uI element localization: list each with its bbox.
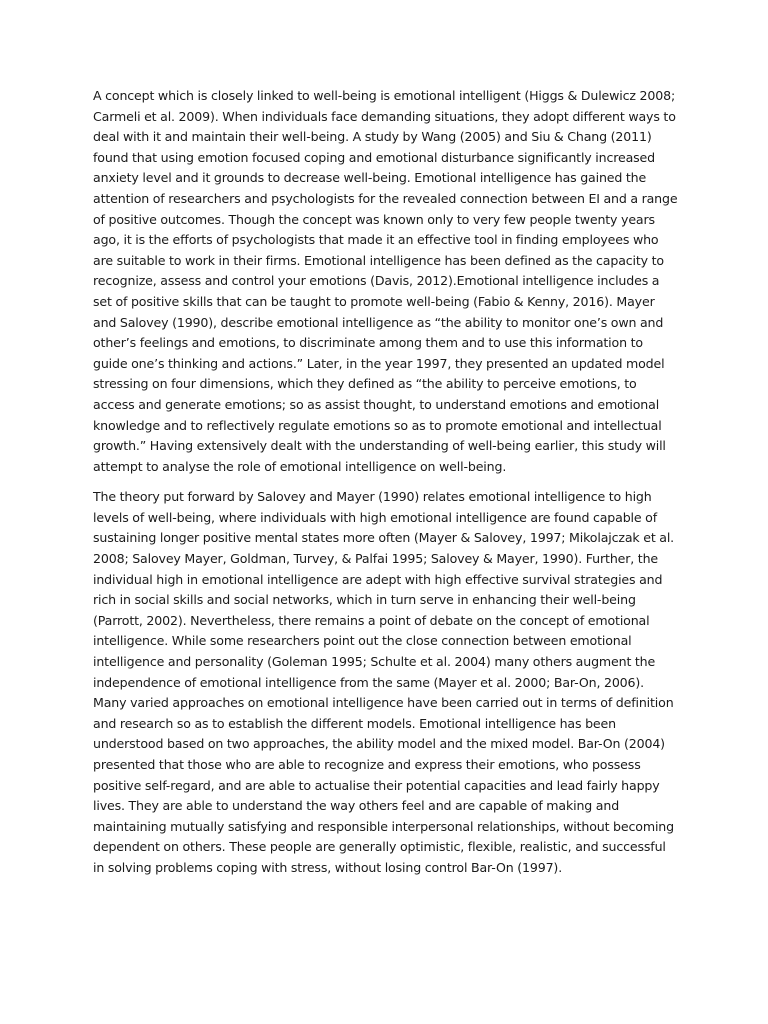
document-body — [93, 86, 679, 879]
paragraph-1: A concept which is closely linked to well-being is emotional intelligent (Higgs & Dulewicz 2008; Carmeli et al. 2009). When individuals face demanding situations, they adopt different ways to deal with it and maintain their well-being. A study by Wang (2005) and Siu & Chang (2011) found that using emotion focused coping and emotional disturbance significantly increased anxiety level and it grounds to decrease well-being. Emotional intelligence has gained the attention of researchers and psychologists for the revealed connection between EI and a range of positive outcomes. Though the concept was known only to very few people twenty years ago, it is the efforts of psychologists that made it an effective tool in finding employees who are suitable to work in their firms. Emotional intelligence has been defined as the capacity to recognize, assess and control your emotions (Davis, 2012).Emotional intelligence includes a set of positive skills that can be taught to promote well-being (Fabio & Kenny, 2016). Mayer and Salovey (1990), describe emotional intelligence as “the ability to monitor one’s own and other’s feelings and emotions, to discriminate among them and to use this information to guide one’s thinking and actions.” Later, in the year 1997, they presented an updated model stressing on four dimensions, which they defined as “the ability to perceive emotions, to access and generate emotions; so as assist thought, to understand emotions and emotional knowledge and to reflectively regulate emotions so as to promote emotional and intellectual growth.” Having extensively dealt with the understanding of well-being earlier, this study will attempt to analyse the role of emotional intelligence on well-being. — [93, 88, 678, 474]
paragraph-2: The theory put forward by Salovey and Mayer (1990) relates emotional intelligence to high levels of well-being, where individuals with high emotional intelligence are found capable of sustaining longer positive mental states more often (Mayer & Salovey, 1997; Mikolajczak et al. 2008; Salovey Mayer, Goldman, Turvey, & Palfai 1995; Salovey & Mayer, 1990). Further, the individual high in emotional intelligence are adept with high effective survival strategies and rich in social skills and social networks, which in turn serve in enhancing their well-being (Parrott, 2002). Nevertheless, there remains a point of debate on the concept of emotional intelligence. While some researchers point out the close connection between emotional intelligence and personality (Goleman 1995; Schulte et al. 2004) many others augment the independence of emotional intelligence from the same (Mayer et al. 2000; Bar-On, 2006). Many varied approaches on emotional intelligence have been carried out in terms of definition and research so as to establish the different models. Emotional intelligence has been understood based on two approaches, the ability model and the mixed model. Bar-On (2004) presented that those who are able to recognize and express their emotions, who possess positive self-regard, and are able to actualise their potential capacities and lead fairly happy lives. They are able to understand the way others feel and are capable of making and maintaining mutually satisfying and responsible interpersonal relationships, without becoming dependent on others. These people are generally optimistic, flexible, realistic, and successful in solving problems coping with stress, without losing control Bar-On (1997). — [93, 489, 675, 875]
